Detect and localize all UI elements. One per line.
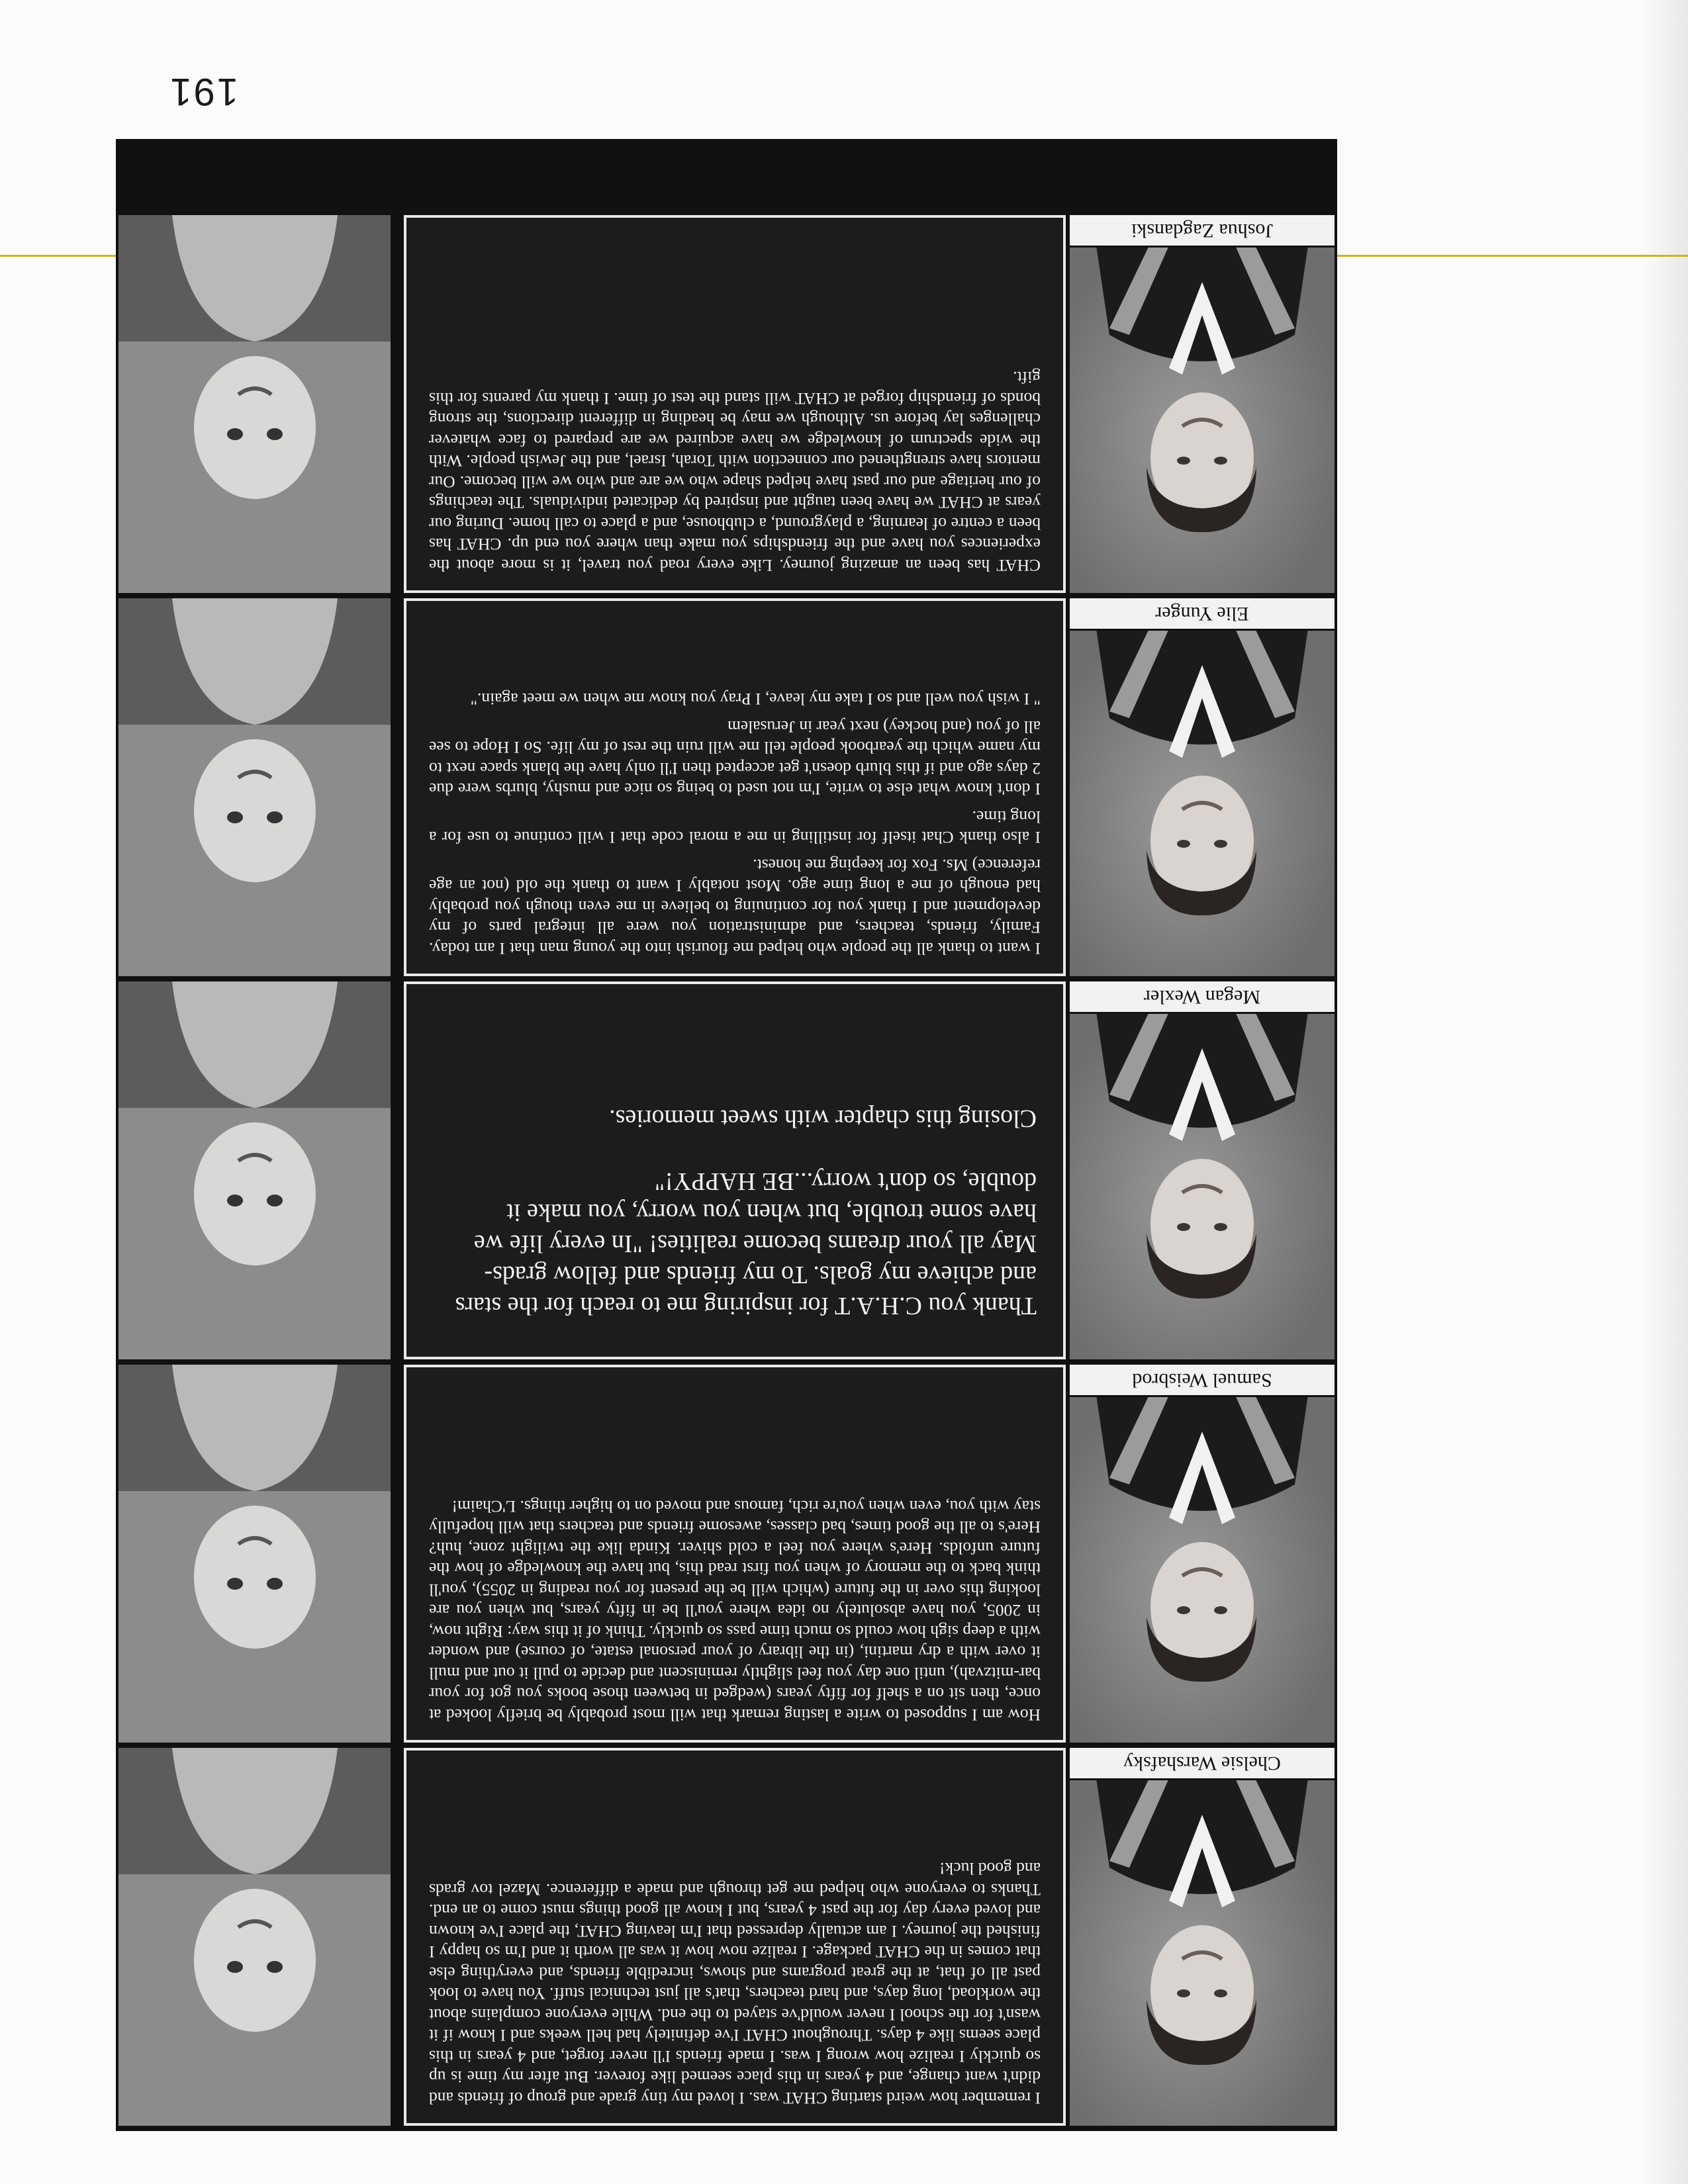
blurb-paragraph: CHAT has been an amazing journey. Like every road you travel, it is more about the experiences you have and the friendships you make than where you end up. CHAT has been a centre of learning, a playground, a clubhouse, and a place to call home. During our years at CHAT we have been taught and inspired by dedicated individuals. The teachings of our heritage and our past have helped shape who we are and who we will become. Our mentors have strengthened our connection with Torah, Israel, and the Jewish people. With the wide spectrum of knowledge we have acquired we are prepared to face whatever challenges lay before us. Although we may be heading in different directions, the strong bonds of friendship forged at CHAT will stand the test of time. I thank my parents for this gift. (429, 368, 1041, 575)
graduate-name: Joshua Zagdanski (1070, 215, 1335, 248)
graduate-blurb (404, 598, 1066, 976)
graduate-portrait (1066, 598, 1335, 976)
baby-photo-icon (118, 981, 391, 1359)
graduate-photo-icon (1070, 629, 1335, 976)
baby-photo-icon (118, 215, 391, 593)
blurb-paragraph: " I wish you well and so I take my leave, I Pray you know me when we meet again." (470, 690, 1041, 709)
graduates-spread (116, 139, 1337, 2131)
baby-photo (118, 1748, 404, 2126)
row-divider (118, 593, 1335, 598)
graduate-row-5 (118, 215, 1335, 593)
graduate-photo-icon (1070, 1012, 1335, 1359)
baby-photo-icon (118, 1365, 391, 1743)
graduate-photo-icon (1070, 1778, 1335, 2126)
graduate-blurb (404, 981, 1066, 1359)
graduate-blurb (404, 1365, 1066, 1743)
baby-photo (118, 981, 404, 1359)
baby-photo (118, 1365, 404, 1743)
graduate-portrait (1066, 1365, 1335, 1743)
baby-photo (118, 215, 404, 593)
row-divider (118, 1743, 1335, 1748)
graduate-row-3 (118, 981, 1335, 1359)
baby-photo (118, 598, 404, 976)
baby-photo-icon (118, 1748, 391, 2126)
graduate-name: Elie Yunger (1070, 598, 1335, 631)
graduate-portrait (1066, 215, 1335, 593)
baby-photo-icon (118, 598, 391, 976)
graduate-row-1 (118, 1748, 1335, 2126)
row-divider (118, 976, 1335, 981)
graduate-portrait (1066, 981, 1335, 1359)
binding-shadow (1642, 0, 1688, 2184)
graduate-name: Megan Wexler (1070, 981, 1335, 1014)
blurb-paragraph: How am I supposed to write a lasting remark that will most probably be briefly looked at once, then sit on a shelf for fifty years (wedged in between those books you got for your bar-mitzvah), until one day you feel slightly reminiscent and decide to pull it out and mull it over with a dry martini, (in the library of your personal estate, of course) and wonder with a deep sigh how could so much time pass so quickly. Think of it this way: Right now, in 2005, you have absolutely no idea where you'll be in fifty years, but when you are looking this over in the future (which will be the present for you reading in 2055), you'll think back to the memory of when you first read this, but have the knowledge of how the future unfolds. Here's where you feel a cold shiver. Kinda like the twilight zone, huh? Here's to all the good times, bad classes, awesome friends and teachers that will hopefully stay with you, even when you're rich, famous and moved on to higher things. L'Chaim! (429, 1497, 1041, 1725)
blurb-paragraph: Thank you C.H.A.T for inspiring me to reach for the stars and achieve my goals. To my friends and fellow grads- May all your dreams become realities! "In every life we have some trouble, but when you worry, you make it double, so don't worry...BE HAPPY!" (455, 1167, 1037, 1320)
blurb-paragraph: I want to thank all the people who helped me flourish into the young man that I am today. Family, friends, teachers, and administration you were all integral parts of my development and I thank you for continuing to believe in me even though you probably had enough of me a long time ago. Most notably I want to thank the old (not an age reference) Ms. Fox for keeping me honest. (429, 856, 1041, 958)
graduate-photo-icon (1070, 1395, 1335, 1743)
graduate-name: Samuel Weisbrod (1070, 1365, 1335, 1397)
blurb-paragraph: I don't know what else to write, I'm not used to being so nice and mushy, blurbs were due 2 days ago and if this blurb doesn't get accepted then I'll only have the blank space next to my name which the yearbook people tell me will ruin the rest of my life. So I Hope to see all of you (and hockey) next year in Jerusalem (429, 717, 1041, 799)
graduate-blurb (404, 1748, 1066, 2126)
graduate-row-4 (118, 598, 1335, 976)
graduate-blurb (404, 215, 1066, 593)
graduate-row-2 (118, 1365, 1335, 1743)
graduate-photo-icon (1070, 246, 1335, 593)
blurb-paragraph: I remember how weird starting CHAT was. I loved my tiny grade and group of friends and didn't want change, and 4 years in this place seemed like forever. But after my time is up so quickly I realize how wrong I was. I made friends I'll never forget, and 4 years in this place seems like 4 days. Throughout CHAT I've definitely had hell weeks and I know if it wasn't for the school I never would've stayed to the end. While everyone complains about the workload, long days, and hard teachers, that's all just technical stuff. You have to look past all of that, at the great programs and shows, incredible friends, and everything else that comes in the CHAT package. I realize now how it was all worth it and I'm so happy I finished the journey. I am actually depressed that I'm leaving CHAT, the place I've known and loved every day for the past 4 years, but I know all good things must come to an end. Thanks to everyone who helped me get through and made a difference. Mazel tov grads and good luck! (429, 1859, 1041, 2108)
row-divider (118, 1359, 1335, 1365)
page-number: 191 (168, 70, 238, 113)
blurb-closing-line: Closing this chapter with sweet memories. (609, 1105, 1037, 1132)
graduate-name: Chelsie Warshafsky (1070, 1748, 1335, 1780)
blurb-paragraph: I also thank Chat itself for instilling in me a moral code that I will continue to use for a long time. (429, 807, 1041, 848)
graduate-portrait (1066, 1748, 1335, 2126)
